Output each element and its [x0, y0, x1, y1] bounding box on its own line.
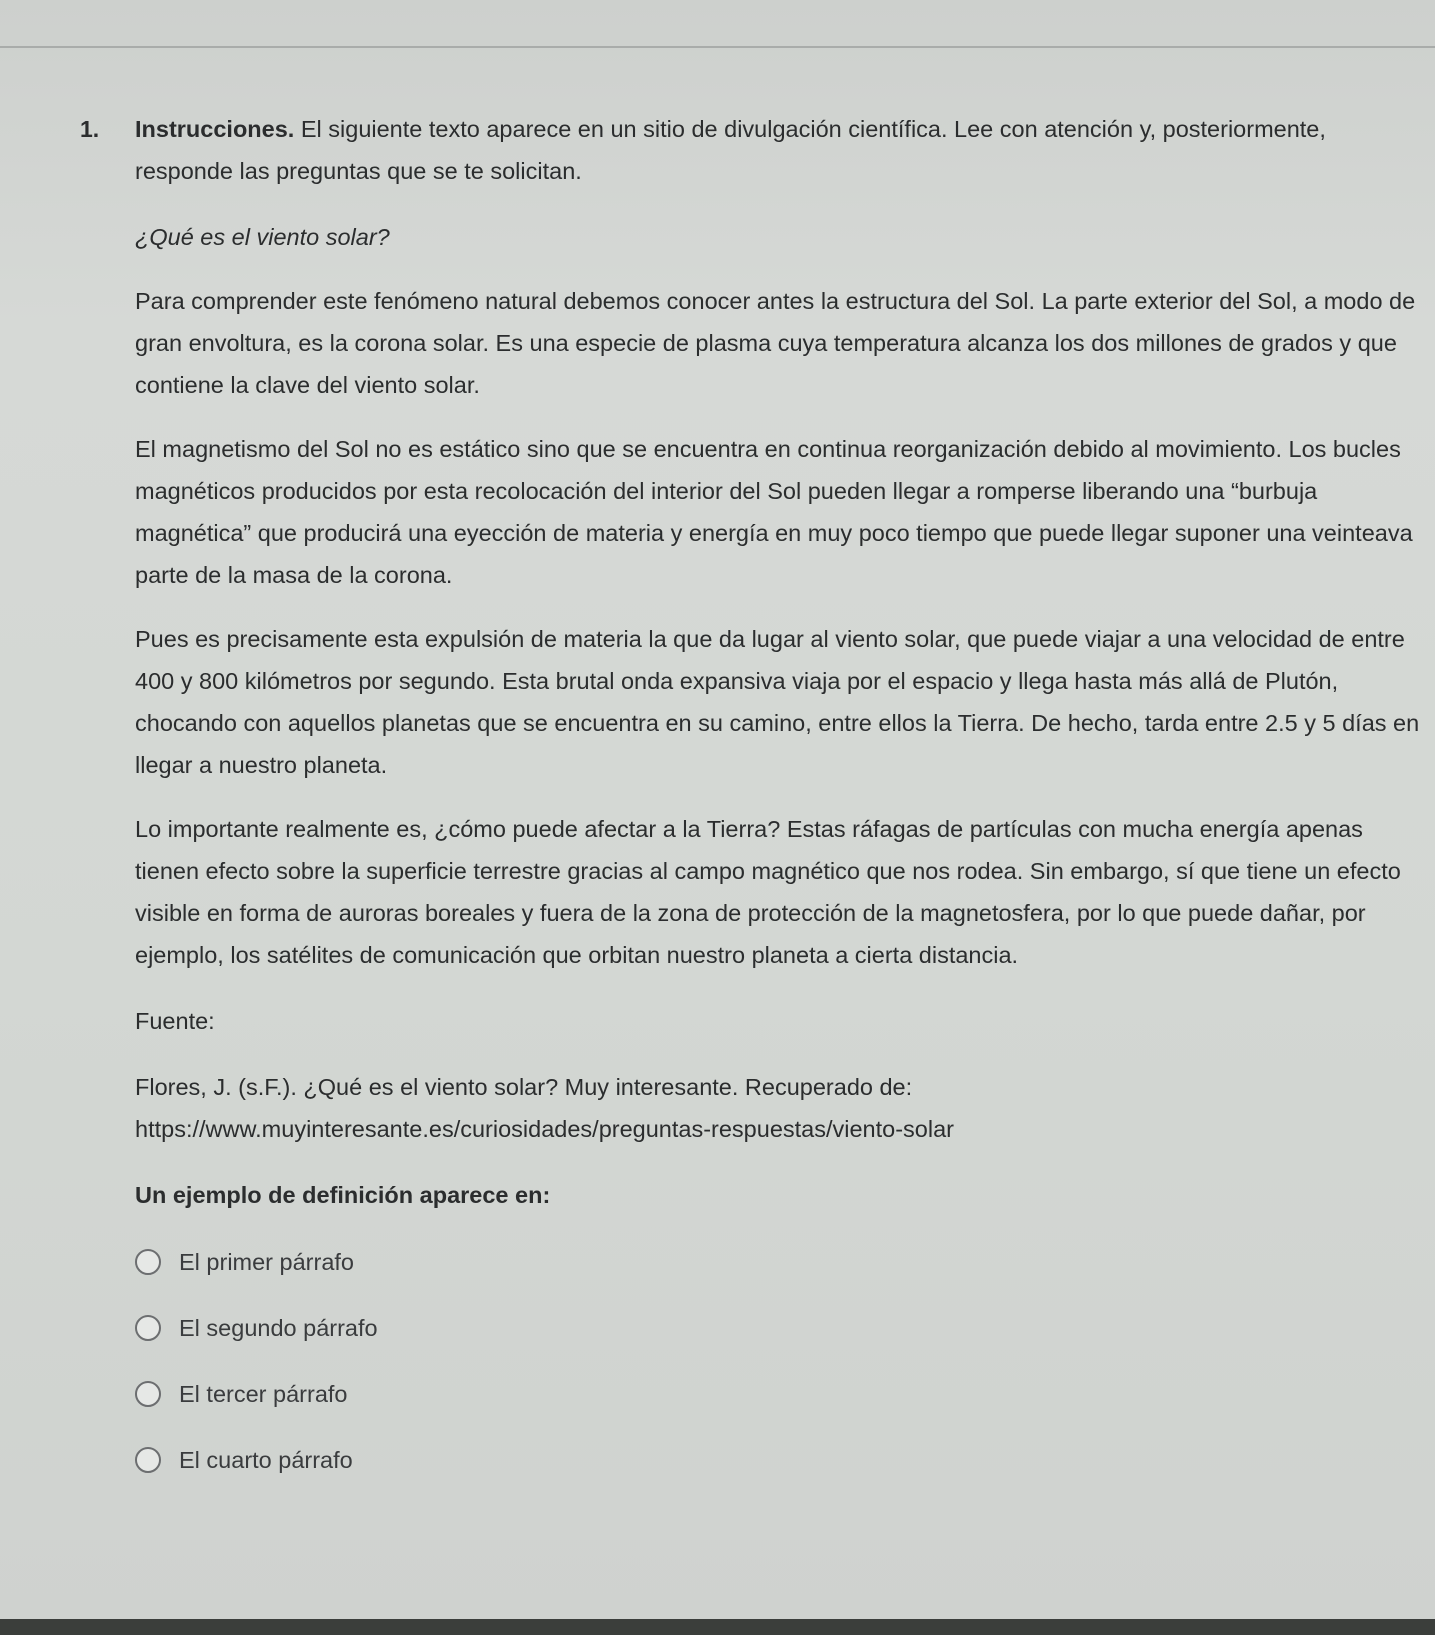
radio-button-icon[interactable] [135, 1381, 161, 1407]
question-number: 1. [80, 116, 100, 142]
option-2[interactable] [135, 1308, 1420, 1348]
paragraph-3: Pues es precisamente esta expulsión de materia la que da lugar al viento solar, que puede viajar a una velocidad de entre 400 y 800 kilómetros por segundo. Esta brutal onda expansiva viaja por el espacio y llega hasta más allá de Plutón, chocando con aquellos planetas que se encuentra en su camino, entre ellos la Tierra. De hecho, tarda entre 2.5 y 5 días en llegar a nuestro planeta. [135, 626, 1420, 778]
citation [135, 1066, 1420, 1150]
paragraph-1: Para comprender este fenómeno natural debemos conocer antes la estructura del Sol. La parte exterior del Sol, a modo de gran envoltura, es la corona solar. Es una especie de plasma cuya temperatura alcanza los dos millones de grados y que contiene la clave del viento solar. [135, 288, 1416, 398]
option-label: El primer párrafo [179, 1248, 354, 1275]
instructions-label: Instrucciones. [135, 116, 295, 142]
source-label: Fuente: [135, 1008, 215, 1034]
option-3[interactable] [135, 1374, 1420, 1414]
radio-button-icon[interactable] [135, 1315, 161, 1341]
article-title: ¿Qué es el viento solar? [135, 224, 390, 250]
screen-bottom-bezel [0, 1619, 1435, 1635]
option-label: El segundo párrafo [179, 1314, 378, 1341]
paragraph-2: El magnetismo del Sol no es estático sino que se encuentra en continua reorganización debido al movimiento. Los bucles magnéticos producidos por esta recolocación del interior del Sol pueden llegar a romperse liberando una “burbuja magnética” que producirá una eyección de materia y energía en muy poco tiempo que puede llegar suponer una veinteava parte de la masa de la corona. [135, 436, 1413, 588]
top-divider [0, 46, 1435, 48]
citation-text: Flores, J. (s.F.). ¿Qué es el viento solar? Muy interesante. Recuperado de: [135, 1074, 913, 1100]
option-label: El cuarto párrafo [179, 1446, 353, 1473]
option-4[interactable] [135, 1440, 1420, 1480]
instructions-text: El siguiente texto aparece en un sitio de divulgación científica. Lee con atención y, posteriormente, responde las preguntas que se te solicitan. [135, 116, 1326, 184]
question-prompt: Un ejemplo de definición aparece en: [135, 1182, 551, 1208]
option-1[interactable] [135, 1242, 1420, 1282]
citation-url: https://www.muyinteresante.es/curiosidades/preguntas-respuestas/viento-solar [135, 1116, 954, 1142]
paragraph-4: Lo importante realmente es, ¿cómo puede afectar a la Tierra? Estas ráfagas de partículas con mucha energía apenas tienen efecto sobre la superficie terrestre gracias al campo magnético que nos rodea. Sin embargo, sí que tiene un efecto visible en forma de auroras boreales y fuera de la zona de protección de la magnetosfera, por lo que puede dañar, por ejemplo, los satélites de comunicación que orbitan nuestro planeta a cierta distancia. [135, 816, 1401, 968]
radio-button-icon[interactable] [135, 1447, 161, 1473]
radio-button-icon[interactable] [135, 1249, 161, 1275]
question-body [135, 108, 1420, 1506]
option-label: El tercer párrafo [179, 1380, 348, 1407]
answer-options [135, 1242, 1420, 1480]
instructions [135, 108, 1420, 192]
